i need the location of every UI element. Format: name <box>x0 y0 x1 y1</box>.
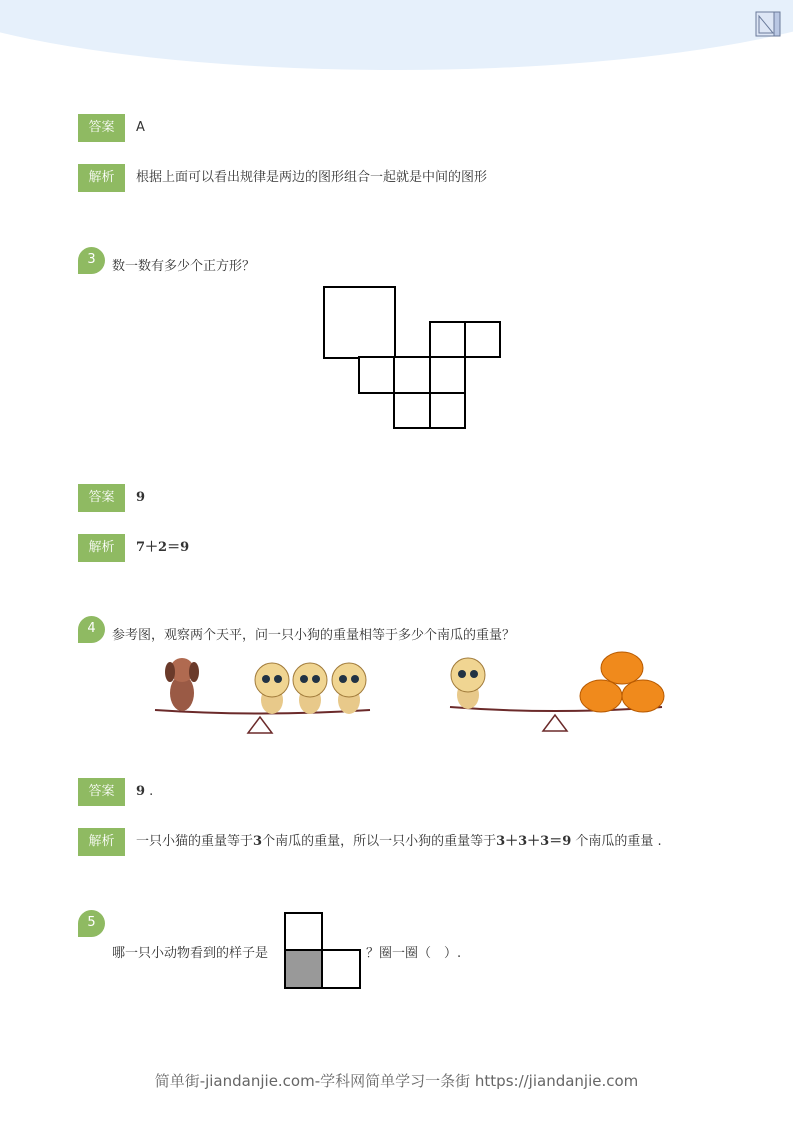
q4-analysis <box>136 828 662 856</box>
q3-question: 数一数有多少个正方形？ <box>112 259 256 274</box>
q3-number: 3 <box>78 247 105 274</box>
q5-question-start: 哪一只小动物看到的样子是 <box>112 946 269 961</box>
q3-answer: 9 <box>136 490 146 505</box>
answer-tag: 答案 <box>78 114 125 142</box>
analysis-text: 个南瓜的重量，所以一只小狗的重量等于 <box>262 834 497 849</box>
q4-question: 参考图，观察两个天平，问一只小狗的重量相等于多少个南瓜的重量？ <box>112 628 516 643</box>
analysis-tag: 解析 <box>78 534 125 562</box>
pumpkin-icon <box>580 680 622 712</box>
analysis-number: 3 <box>253 834 263 849</box>
footer-text: 简单街-jiandanjie.com-学科网简单学习一条街 https://jiandanjie.com <box>154 1072 639 1090</box>
cat-icon <box>332 663 366 714</box>
answer-tag: 答案 <box>78 778 125 806</box>
cat-icon <box>293 663 327 714</box>
dog-icon <box>165 658 199 711</box>
q4-number: 4 <box>78 616 105 643</box>
pumpkin-icon <box>601 652 643 684</box>
q2-answer: A <box>136 120 145 135</box>
cat-icon <box>451 658 485 709</box>
analysis-equation: 3＋3＋3＝9 <box>496 834 572 849</box>
analysis-tag: 解析 <box>78 164 125 192</box>
pumpkin-icon <box>622 680 664 712</box>
analysis-text: 一只小猫的重量等于 <box>136 834 254 849</box>
q3-analysis: 7＋2＝9 <box>136 540 190 555</box>
balance-left <box>155 658 370 733</box>
balance-illustrations <box>150 645 670 740</box>
analysis-text: 个南瓜的重量 . <box>571 834 662 849</box>
q5-question-end: ？圈一圈（ ）. <box>366 946 462 961</box>
answer-tag: 答案 <box>78 484 125 512</box>
cat-icon <box>255 663 289 714</box>
q4-answer <box>136 778 153 806</box>
q2-analysis: 根据上面可以看出规律是两边的图形组合一起就是中间的图形 <box>136 170 488 185</box>
q5-number: 5 <box>78 910 105 937</box>
analysis-tag: 解析 <box>78 828 125 856</box>
balance-right <box>450 652 664 731</box>
ruler-triangle-logo-icon <box>755 10 783 38</box>
q4-answer-value: 9 <box>136 784 146 799</box>
q4-answer-suffix: . <box>145 784 154 799</box>
header-banner <box>0 0 793 70</box>
